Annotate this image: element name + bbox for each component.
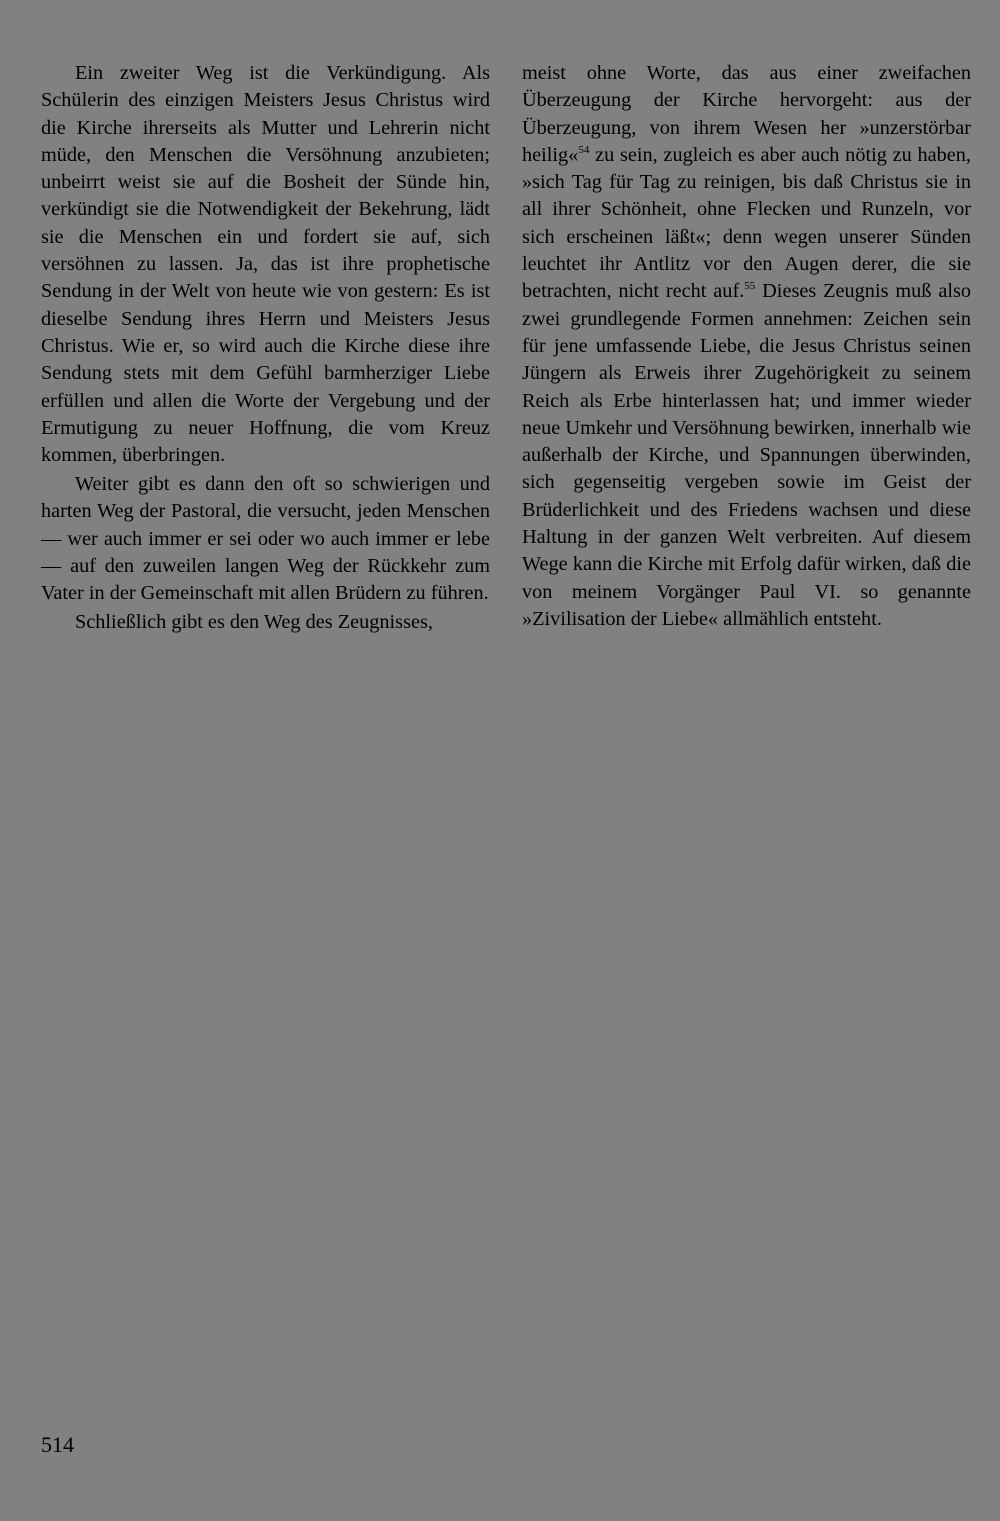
witness-text-part-1: meist ohne Worte, das aus einer zweifachen Überzeugung der Kirche hervorgeht: aus der Überzeugung, von ihrem Wesen her »unzerstörbar heilig« xyxy=(522,62,971,166)
paragraph-witness-start: Schließlich gibt es den Weg des Zeugnisses, xyxy=(75,610,433,633)
footnote-marker-55: 55 xyxy=(744,280,756,293)
witness-text-part-2: zu sein, zugleich es aber auch nötig zu haben, »sich Tag für Tag zu reinigen, bis daß Christus sie in all ihrer Schönheit, ohne Flecken und Runzeln, vor sich erscheinen läßt«; denn wegen unserer Sünden leuchtet ihr Antlitz vor den Augen derer, die sie betrachten, nicht recht auf. xyxy=(522,143,971,303)
paragraph-pastoral: Weiter gibt es dann den oft so schwierigen und harten Weg der Pastoral, die versucht, jeden Menschen — wer auch immer er sei oder wo auch immer er lebe — auf den zuweilen langen Weg der Rückkehr zum Vater in der Gemeinschaft mit allen Brüdern zu führen. xyxy=(41,472,490,605)
left-text-column xyxy=(41,60,490,638)
right-text-column xyxy=(522,60,971,635)
paragraph-proclamation: Ein zweiter Weg ist die Verkündigung. Als Schülerin des einzigen Meisters Jesus Christus wird die Kirche ihrerseits als Mutter und Lehrerin nicht müde, den Menschen die Versöhnung anzubieten; unbeirrt weist sie auf die Bosheit der Sünde hin, verkündigt sie die Notwendigkeit der Bekehrung, lädt sie die Menschen ein und fordert sie auf, sich versöhnen zu lassen. Ja, das ist ihre prophetische Sendung in der Welt von heute wie von gestern: Es ist dieselbe Sendung ihres Herrn und Meisters Jesus Christus. Wie er, so wird auch die Kirche diese ihre Sendung stets mit dem Gefühl barmherziger Liebe erfüllen und allen die Worte der Vergebung und der Ermutigung zu neuer Hoffnung, die vom Kreuz kommen, überbringen. xyxy=(41,62,490,467)
page-number: 514 xyxy=(41,1432,74,1457)
paragraph-witness-continued xyxy=(522,60,971,633)
witness-text-part-3: Dieses Zeugnis muß also zwei grundlegende Formen annehmen: Zeichen sein für jene umfassende Liebe, die Jesus Christus seinen Jüngern als Erweis ihrer Zugehörigkeit zu seinem Reich als Erbe hinterlassen hat; und immer wieder neue Umkehr und Versöhnung bewirken, innerhalb wie außerhalb der Kirche, und Spannungen überwinden, sich gegenseitig vergeben sowie im Geist der Brüderlichkeit und des Friedens wachsen und diese Haltung in der ganzen Welt verbreiten. Auf diesem Wege kann die Kirche mit Erfolg dafür wirken, daß die von meinem Vorgänger Paul VI. so genannte »Zivilisation der Liebe« allmählich entsteht. xyxy=(522,280,971,630)
footnote-marker-54: 54 xyxy=(578,143,590,156)
